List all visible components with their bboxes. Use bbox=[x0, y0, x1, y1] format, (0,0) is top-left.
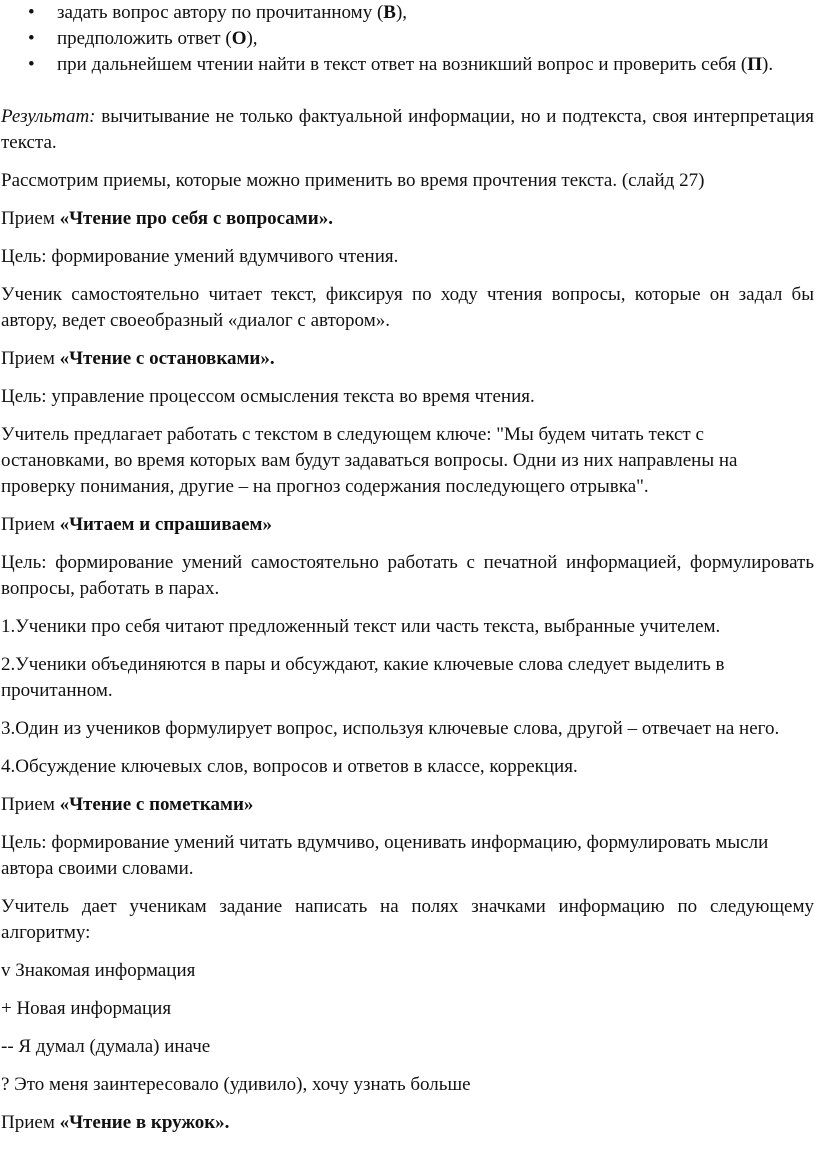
letter-v: В bbox=[383, 2, 396, 23]
mark-item: v Знакомая информация bbox=[1, 960, 196, 981]
result-paragraph: Результат: вычитывание не только фактуальной информации, но и подтекста, своя интерпретация текста. bbox=[1, 106, 814, 153]
mark-item: ? Это меня заинтересовало (удивило), хочу узнать больше bbox=[1, 1074, 471, 1095]
technique-heading: Прием «Чтение про себя с вопросами». bbox=[1, 208, 333, 229]
step-item: 3.Один из учеников формулирует вопрос, используя ключевые слова, другой – отвечает на него. bbox=[1, 718, 780, 739]
list-item: • при дальнейшем чтении найти в текст ответ на возникший вопрос и проверить себя (П). bbox=[1, 52, 814, 78]
technique-heading: Прием «Чтение с пометками» bbox=[1, 794, 254, 815]
step-item: 1.Ученики про себя читают предложенный текст или часть текста, выбранные учителем. bbox=[1, 616, 721, 637]
mark-item: -- Я думал (думала) иначе bbox=[1, 1036, 211, 1057]
list-item: • задать вопрос автору по прочитанному (В), bbox=[1, 0, 814, 26]
letter-o: О bbox=[231, 28, 247, 49]
letter-p: П bbox=[747, 54, 763, 75]
technique-goal: Цель: формирование умений вдумчивого чтения. bbox=[1, 246, 399, 267]
technique-heading: Прием «Чтение с остановками». bbox=[1, 348, 275, 369]
technique-description: Учитель предлагает работать с текстом в следующем ключе: "Мы будем читать текст с остановками, во время которых вам будут задаваться вопросы. Одни из них направлены на проверку понимания, другие – на прогноз содержания последующего отрывка". bbox=[1, 424, 738, 497]
technique-goal: Цель: формирование умений читать вдумчиво, оценивать информацию, формулировать мысли автора своими словами. bbox=[1, 832, 769, 879]
list-item: • предположить ответ (О), bbox=[1, 26, 814, 52]
technique-description: Ученик самостоятельно читает текст, фиксируя по ходу чтения вопросы, которые он задал бы автору, ведет своеобразный «диалог с автором». bbox=[1, 284, 814, 331]
technique-heading: Прием «Читаем и спрашиваем» bbox=[1, 514, 272, 535]
intro-paragraph: Рассмотрим приемы, которые можно применить во время прочтения текста. (слайд 27) bbox=[1, 170, 705, 191]
technique-goal: Цель: формирование умений самостоятельно работать с печатной информацией, формулировать вопросы, работать в парах. bbox=[1, 552, 814, 599]
technique-goal: Цель: управление процессом осмысления текста во время чтения. bbox=[1, 386, 535, 407]
question-steps-list bbox=[1, 0, 814, 78]
result-label: Результат: bbox=[1, 106, 96, 127]
step-item: 2.Ученики объединяются в пары и обсуждают, какие ключевые слова следует выделить в прочитанном. bbox=[1, 654, 725, 701]
step-item: 4.Обсуждение ключевых слов, вопросов и ответов в классе, коррекция. bbox=[1, 756, 578, 777]
technique-heading: Прием «Чтение в кружок». bbox=[1, 1112, 230, 1133]
technique-description: Учитель дает ученикам задание написать на полях значками информацию по следующему алгоритму: bbox=[1, 896, 814, 943]
mark-item: + Новая информация bbox=[1, 998, 172, 1019]
